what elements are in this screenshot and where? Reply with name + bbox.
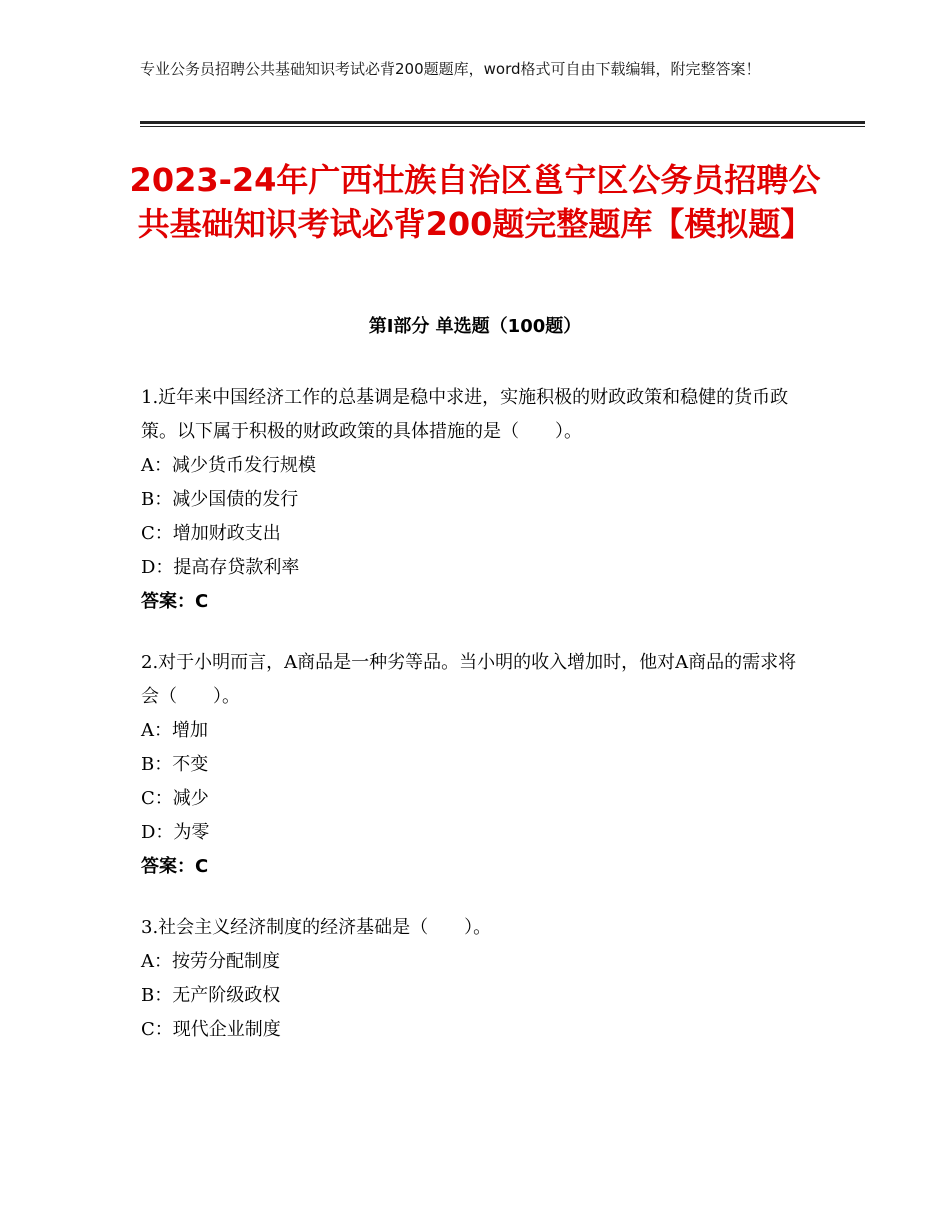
header-rule-thin [140, 126, 865, 127]
option-d: D：为零 [141, 822, 210, 843]
question-3 [141, 911, 811, 1047]
question-1 [141, 381, 811, 619]
option-a: A：增加 [141, 720, 208, 741]
option-c: C：现代企业制度 [141, 1019, 281, 1040]
option-a: A：减少货币发行规模 [141, 455, 316, 476]
option-c: C：减少 [141, 788, 209, 809]
question-list [141, 381, 811, 1074]
answer: 答案：C [141, 591, 209, 612]
option-b: B：不变 [141, 754, 209, 775]
option-b: B：减少国债的发行 [141, 489, 299, 510]
option-c: C：增加财政支出 [141, 523, 281, 544]
answer: 答案：C [141, 856, 209, 877]
option-b: B：无产阶级政权 [141, 985, 281, 1006]
document-title: 2023-24年广西壮族自治区邕宁区公务员招聘公共基础知识考试必背200题完整题库【模拟题】 [129, 161, 821, 243]
question-2 [141, 646, 811, 884]
option-a: A：按劳分配制度 [141, 951, 280, 972]
question-stem: 1.近年来中国经济工作的总基调是稳中求进，实施积极的财政政策和稳健的货币政策。以下属于积极的财政政策的具体措施的是（ ）。 [141, 387, 789, 442]
header-rule-thick [140, 121, 865, 124]
header-note: 专业公务员招聘公共基础知识考试必背200题题库，word格式可自由下载编辑，附完整答案！ [140, 60, 761, 78]
question-stem: 3.社会主义经济制度的经济基础是（ ）。 [141, 917, 492, 938]
option-d: D：提高存贷款利率 [141, 557, 300, 578]
section-heading: 第I部分 单选题（100题） [368, 316, 582, 337]
question-stem: 2.对于小明而言，A商品是一种劣等品。当小明的收入增加时，他对A商品的需求将会（ ）。 [141, 652, 797, 707]
